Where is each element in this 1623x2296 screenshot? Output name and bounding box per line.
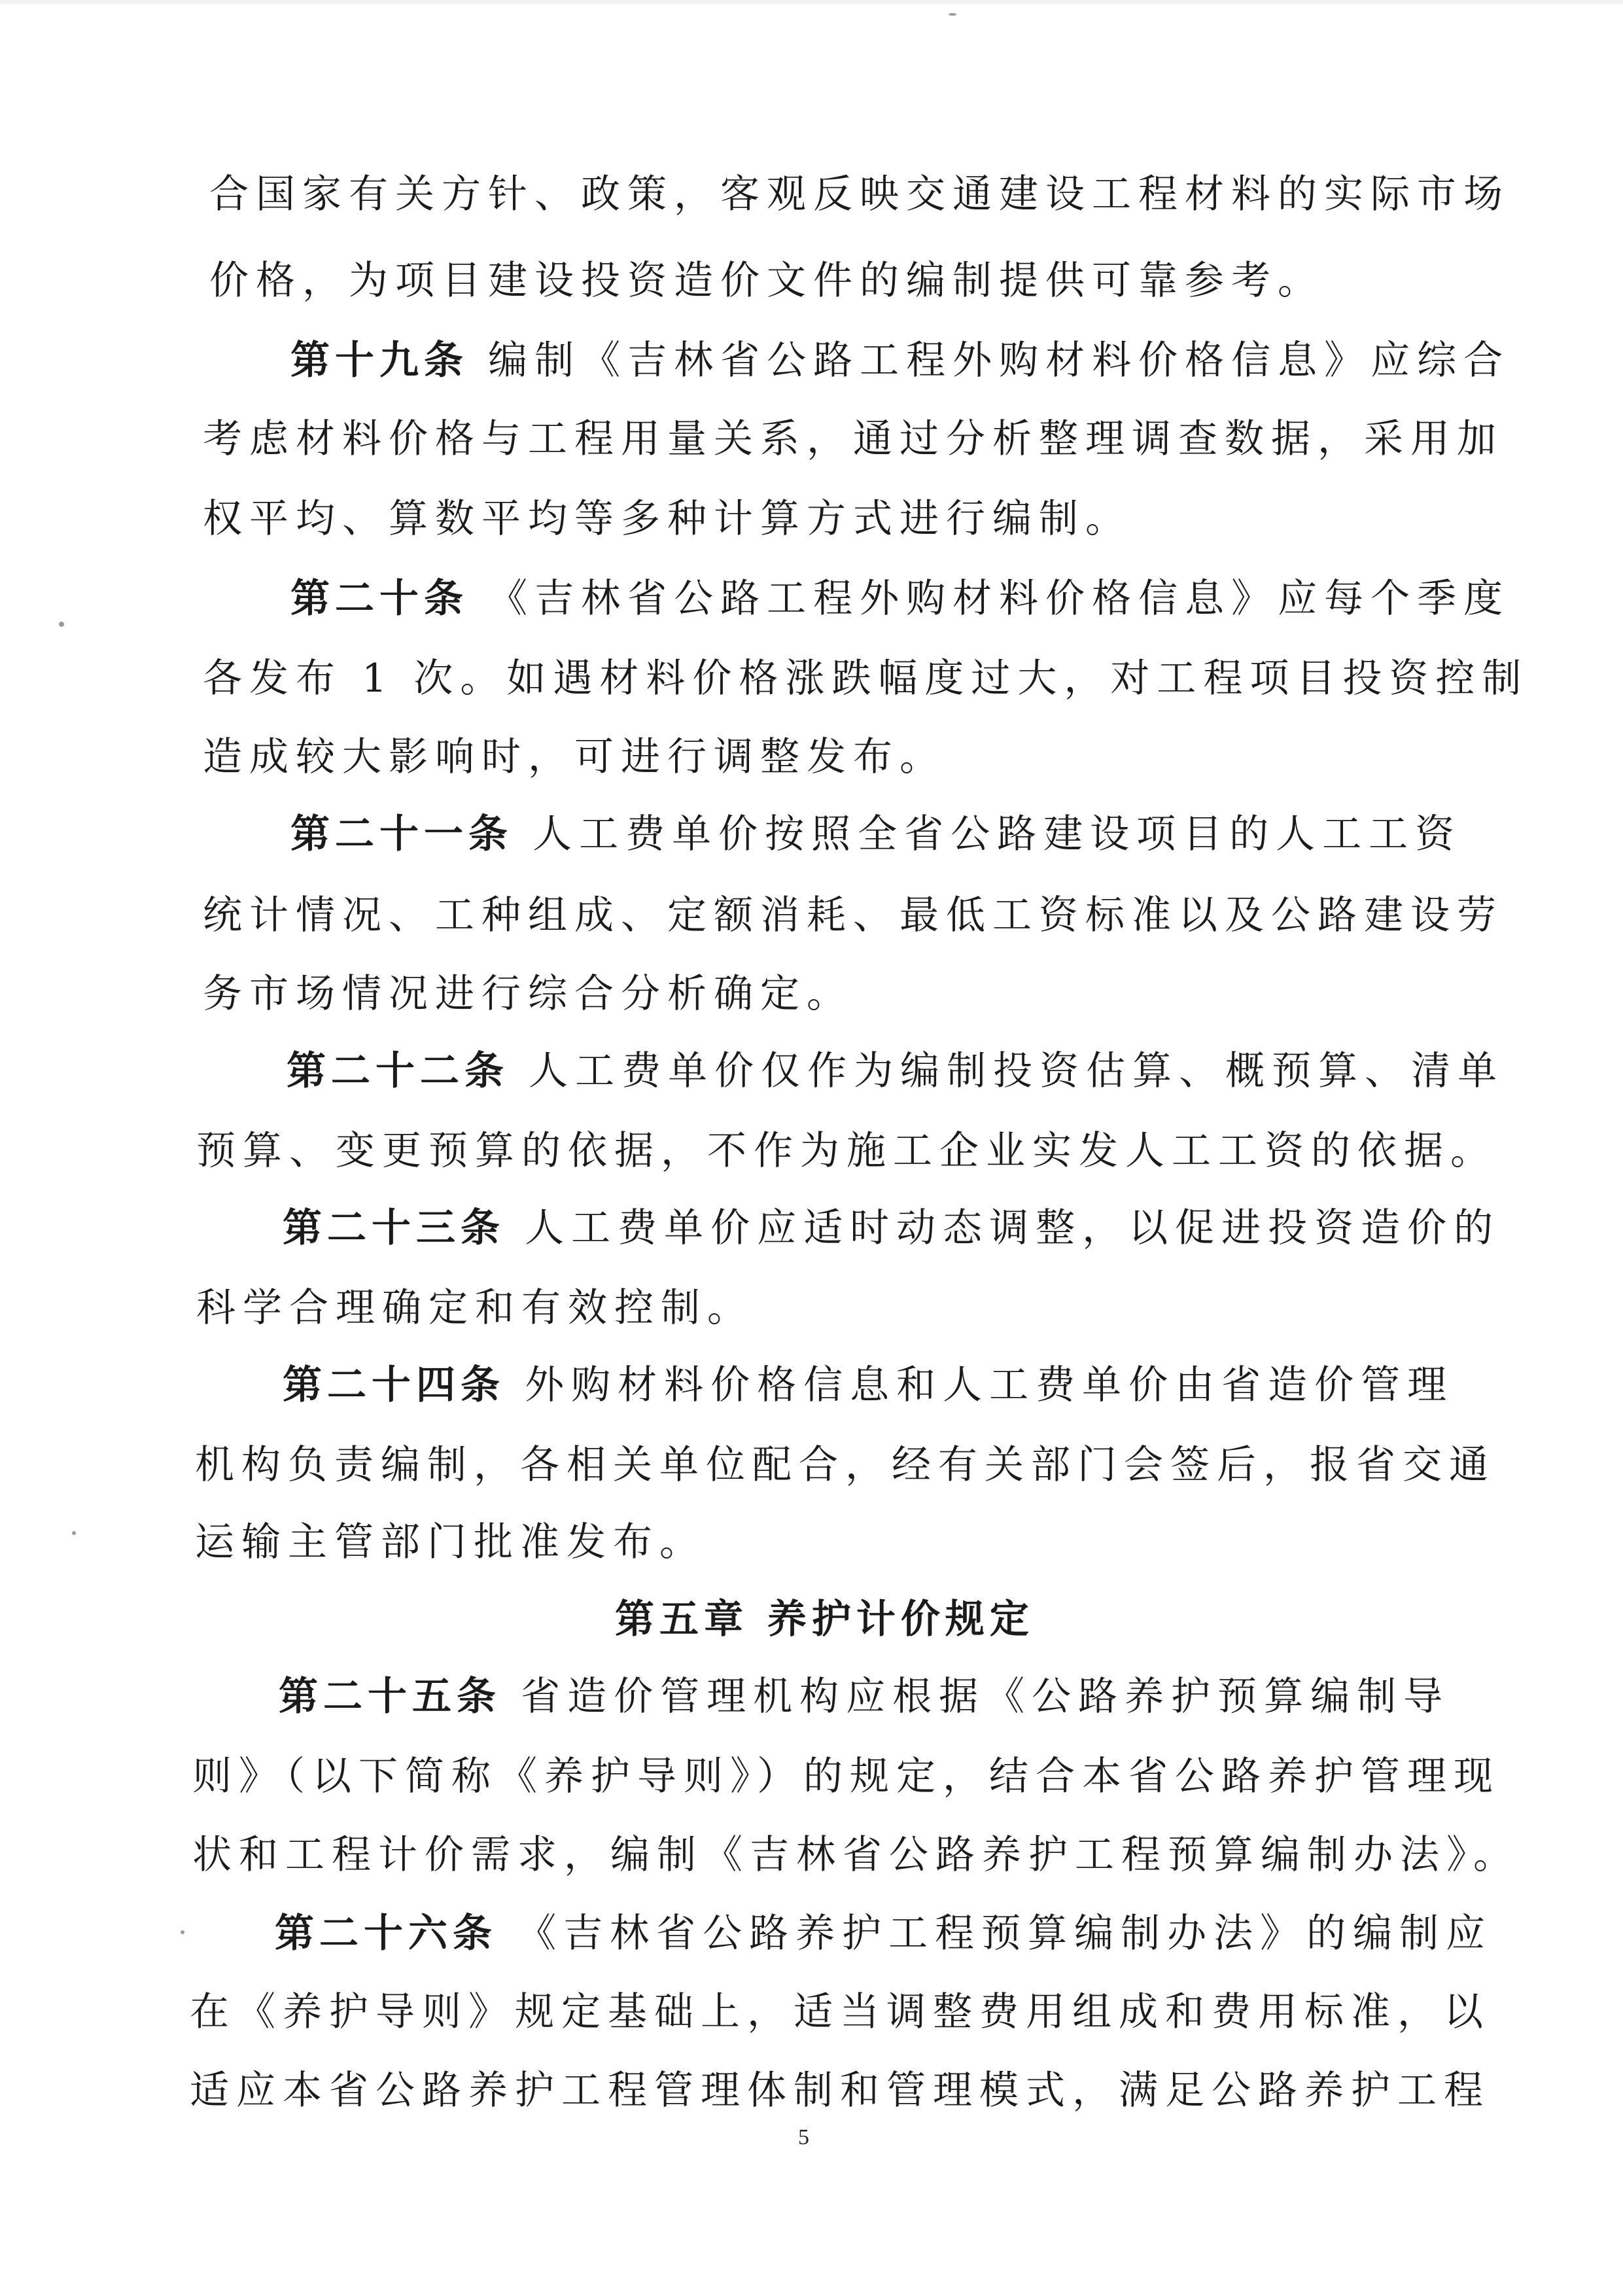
text-line: 预算、变更预算的依据，不作为施工企业实发人工工资的依据。: [196, 1128, 1497, 1174]
page-number: 5: [798, 2125, 809, 2149]
article-heading: 第二十一条: [290, 811, 513, 857]
scan-speck: [181, 1930, 184, 1934]
article-heading: 第二十四条: [283, 1362, 505, 1408]
article-heading: 第二十二条: [287, 1048, 509, 1094]
text-line: 科学合理确定和有效控制。: [196, 1285, 754, 1331]
text-line: 权平均、算数平均等多种计算方式进行编制。: [203, 496, 1132, 542]
article-text: 省造价管理机构应根据《公路养护预算编制导: [501, 1674, 1450, 1720]
scan-speck: [59, 622, 64, 627]
text-line: 机构负责编制，各相关单位配合，经有关部门会签后，报省交通: [195, 1442, 1495, 1488]
text-line: 各发布 1 次。如遇材料价格涨跌幅度过大，对工程项目投资控制: [203, 656, 1529, 701]
article-heading: 第二十六条: [275, 1911, 497, 1956]
article-20: [290, 576, 1510, 622]
text-line: 运输主管部门批准发布。: [195, 1519, 706, 1565]
article-heading: 第十九条: [290, 338, 468, 383]
text-line: 则》（以下简称《养护导则》）的规定，结合本省公路养护管理现: [192, 1754, 1500, 1799]
article-25: [279, 1674, 1450, 1720]
text-line: 状和工程计价需求，编制《吉林省公路养护工程预算编制办法》。: [192, 1832, 1520, 1878]
article-heading: 第二十三条: [283, 1205, 505, 1251]
chapter-title: 第五章 养护计价规定: [615, 1597, 1034, 1642]
article-26: [275, 1911, 1492, 1956]
text-line: 在《养护导则》规定基础上，适当调整费用组成和费用标准，以: [190, 1989, 1490, 2035]
text-line: 考虑材料价格与工程用量关系，通过分析整理调查数据，采用加: [203, 416, 1503, 462]
article-text: 《吉林省公路工程外购材料价格信息》应每个季度: [468, 576, 1510, 622]
text-line: 合国家有关方针、政策，客观反映交通建设工程材料的实际市场: [209, 171, 1510, 217]
article-22: [287, 1048, 1504, 1094]
scan-border: [0, 0, 1623, 4]
text-line: 价格，为项目建设投资造价文件的编制提供可靠参考。: [209, 258, 1324, 304]
text-line: 造成较大影响时，可进行调整发布。: [203, 734, 946, 780]
text-line: 适应本省公路养护工程管理体制和管理模式，满足公路养护工程: [190, 2068, 1490, 2113]
article-text: 编制《吉林省公路工程外购材料价格信息》应综合: [468, 338, 1510, 383]
article-24: [283, 1362, 1454, 1408]
article-23: [283, 1205, 1500, 1251]
text-line: 统计情况、工种组成、定额消耗、最低工资标准以及公路建设劳: [203, 892, 1503, 938]
article-19: [290, 338, 1510, 383]
article-text: 人工费单价按照全省公路建设项目的人工工资: [513, 811, 1462, 857]
article-text: 人工费单价仅作为编制投资估算、概预算、清单: [509, 1048, 1505, 1094]
article-heading: 第二十五条: [279, 1674, 501, 1720]
article-text: 外购材料价格信息和人工费单价由省造价管理: [505, 1362, 1454, 1408]
scan-speck: [949, 13, 956, 16]
text-line: 务市场情况进行综合分析确定。: [203, 971, 853, 1017]
article-21: [290, 811, 1461, 857]
article-heading: 第二十条: [290, 576, 468, 622]
scan-speck: [72, 1531, 76, 1535]
article-text: 《吉林省公路养护工程预算编制办法》的编制应: [497, 1911, 1493, 1956]
article-text: 人工费单价应适时动态调整，以促进投资造价的: [505, 1205, 1501, 1251]
